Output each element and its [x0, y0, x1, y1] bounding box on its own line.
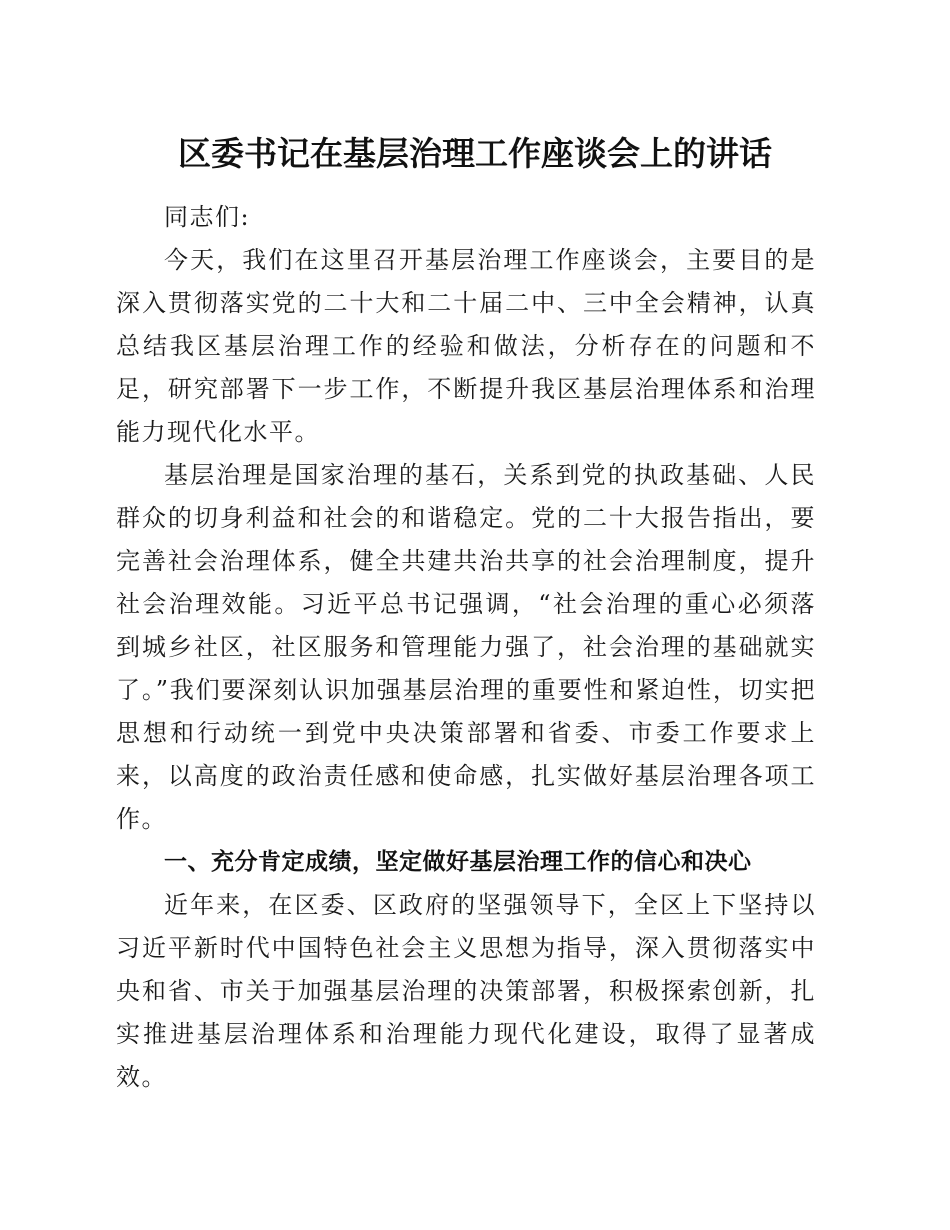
paragraph-importance: 基层治理是国家治理的基石，关系到党的执政基础、人民群众的切身利益和社会的和谐稳定。党的二十大报告指出，要完善社会治理体系，健全共建共治共享的社会治理制度，提升社会治理效能。习近平总书记强调，“社会治理的重心必须落到城乡社区，社区服务和管理能力强了，社会治理的基础就实了。”我们要深刻认识加强基层治理的重要性和紧迫性，切实把思想和行动统一到党中央决策部署和省委、市委工作要求上来，以高度的政治责任感和使命感，扎实做好基层治理各项工作。	[116, 461, 816, 833]
document-body	[116, 196, 816, 1099]
paragraph-intro: 今天，我们在这里召开基层治理工作座谈会，主要目的是深入贯彻落实党的二十大和二十届二中、三中全会精神，认真总结我区基层治理工作的经验和做法，分析存在的问题和不足，研究部署下一步工作，不断提升我区基层治理体系和治理能力现代化水平。	[116, 246, 816, 446]
section-heading: 一、充分肯定成绩，坚定做好基层治理工作的信心和决心	[164, 849, 752, 875]
section-paragraph: 近年来，在区委、区政府的坚强领导下，全区上下坚持以习近平新时代中国特色社会主义思想为指导，深入贯彻落实中央和省、市关于加强基层治理的决策部署，积极探索创新，扎实推进基层治理体系和治理能力现代化建设，取得了显著成效。	[116, 891, 816, 1091]
greeting: 同志们:	[164, 203, 251, 231]
document-title: 区委书记在基层治理工作座谈会上的讲话	[178, 134, 772, 173]
